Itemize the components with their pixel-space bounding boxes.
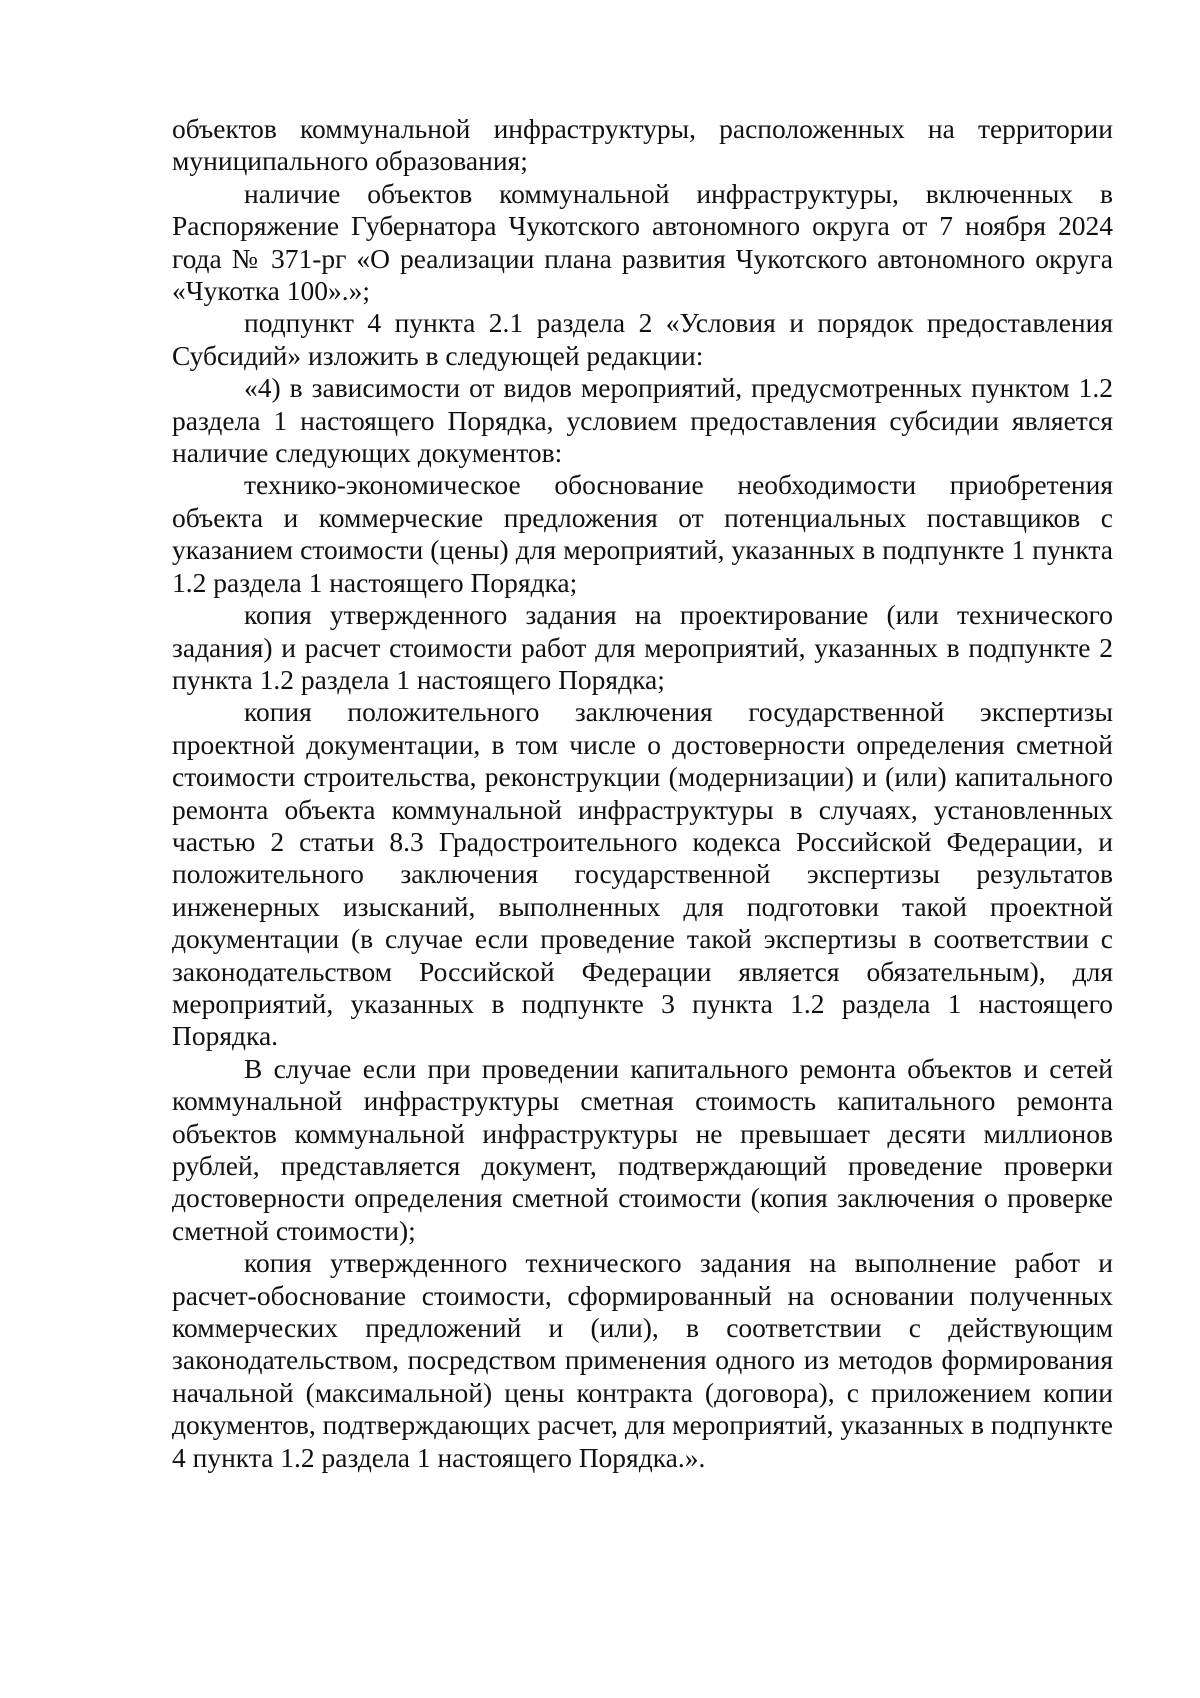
- paragraph-feasibility-study: технико-экономическое обоснование необходимости приобретения объекта и коммерческие предложения от потенциальных поставщиков с указанием стоимости (цены) для мероприятий, указанных в подпункте 1 пункта 1.2 раздела 1 настоящего Порядка;: [172, 469, 1113, 598]
- paragraph-continuation: объектов коммунальной инфраструктуры, расположенных на территории муниципального образования;: [172, 113, 1113, 177]
- paragraph-cost-verification: В случае если при проведении капитального ремонта объектов и сетей коммунальной инфраструктуры сметная стоимость капитального ремонта объектов коммунальной инфраструктуры не превышает десяти миллионов рублей, представляется документ, подтверждающий проведение проверки достоверности определения сметной стоимости (копия заключения о проверке сметной стоимости);: [172, 1052, 1113, 1246]
- paragraph-subsidy-condition: «4) в зависимости от видов мероприятий, предусмотренных пунктом 1.2 раздела 1 настоящего Порядка, условием предоставления субсидии является наличие следующих документов:: [172, 372, 1113, 469]
- paragraph-design-assignment: копия утвержденного задания на проектирование (или технического задания) и расчет стоимости работ для мероприятий, указанных в подпункте 2 пункта 1.2 раздела 1 настоящего Порядка;: [172, 599, 1113, 695]
- document-body: [172, 113, 1113, 1474]
- paragraph-infrastructure-list: наличие объектов коммунальной инфраструктуры, включенных в Распоряжение Губернатора Чукотского автономного округа от 7 ноября 2024 года № 371-рг «О реализации плана развития Чукотского автономного округа «Чукотка 100».»;: [172, 177, 1113, 307]
- paragraph-amendment-intro: подпункт 4 пункта 2.1 раздела 2 «Условия и порядок предоставления Субсидий» изложить в следующей редакции:: [172, 307, 1113, 371]
- paragraph-expertise-conclusion: копия положительного заключения государственной экспертизы проектной документации, в том числе о достоверности определения сметной стоимости строительства, реконструкции (модернизации) и (или) капитального ремонта объекта коммунальной инфраструктуры в случаях, установленных частью 2 статьи 8.3 Градостроительного кодекса Российской Федерации, и положительного заключения государственной экспертизы результатов инженерных изысканий, выполненных для подготовки такой проектной документации (в случае если проведение такой экспертизы в соответствии с законодательством Российской Федерации является обязательным), для мероприятий, указанных в подпункте 3 пункта 1.2 раздела 1 настоящего Порядка.: [172, 696, 1113, 1052]
- paragraph-technical-assignment: копия утвержденного технического задания на выполнение работ и расчет-обоснование стоимости, сформированный на основании полученных коммерческих предложений и (или), в соответствии с действующим законодательством, посредством применения одного из методов формирования начальной (максимальной) цены контракта (договора), с приложением копии документов, подтверждающих расчет, для мероприятий, указанных в подпункте 4 пункта 1.2 раздела 1 настоящего Порядка.».: [172, 1247, 1113, 1473]
